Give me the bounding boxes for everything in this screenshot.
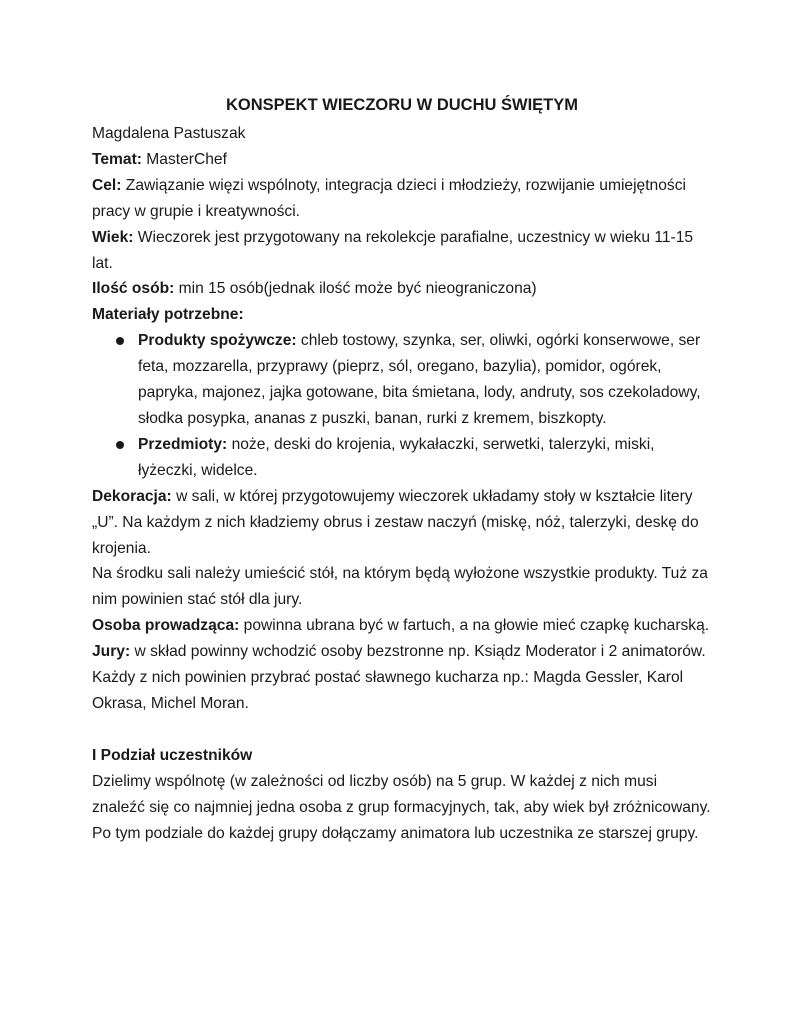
dekoracja-text: w sali, w której przygotowujemy wieczorek układamy stoły w kształcie litery „U”. Na każdym z nich kładziemy obrus i zestaw naczyń (miskę, nóż, talerzyki, deskę do krojenia.: [92, 487, 699, 557]
section-paragraph: Dzielimy wspólnotę (w zależności od liczby osób) na 5 grup. W każdej z nich musi znaleźć się co najmniej jedna osoba z grup formacyjnych, tak, aby wiek był zróżnicowany. Po tym podziale do każdej grupy dołączamy animatora lub uczestnika ze starszej grupy.: [92, 772, 711, 842]
dekoracja-paragraph-2: Na środku sali należy umieścić stół, na którym będą wyłożone wszystkie produkty. Tuż za nim powinien stać stół dla jury.: [92, 565, 708, 609]
materialy-heading-text: Materiały potrzebne:: [92, 306, 244, 324]
temat-label: Temat:: [92, 150, 142, 168]
list-item-label: Produkty spożywcze:: [138, 332, 297, 350]
bullet-icon: [116, 337, 124, 345]
dekoracja-label: Dekoracja:: [92, 487, 172, 505]
jury-label: Jury:: [92, 643, 131, 661]
spacer: [92, 717, 712, 743]
cel-text: Zawiązanie więzi wspólnoty, integracja dzieci i młodzieży, rozwijanie umiejętności pracy w grupie i kreatywności.: [92, 176, 686, 220]
wiek-text: Wieczorek jest przygotowany na rekolekcje parafialne, uczestnicy w wieku 11-15 lat.: [92, 228, 694, 272]
section-heading: [92, 743, 712, 769]
list-item: [92, 432, 712, 484]
prowadzaca-label: Osoba prowadząca:: [92, 617, 240, 635]
section-heading-text: I Podział uczestników: [92, 746, 253, 764]
document-page: [92, 92, 712, 846]
author-line: Magdalena Pastuszak: [92, 125, 246, 142]
document-title: KONSPEKT WIECZORU W DUCHU ŚWIĘTYM: [226, 96, 578, 114]
materialy-heading: [92, 302, 712, 328]
wiek-label: Wiek:: [92, 228, 134, 246]
ilosc-label: Ilość osób:: [92, 280, 175, 298]
cel-paragraph: [92, 173, 712, 225]
wiek-paragraph: [92, 225, 712, 277]
prowadzaca-paragraph: [92, 613, 712, 639]
bullet-icon: [116, 441, 124, 449]
list-item-text: noże, deski do krojenia, wykałaczki, serwetki, talerzyki, miski, łyżeczki, widelce.: [138, 435, 655, 479]
jury-text: w skład powinny wchodzić osoby bezstronne np. Ksiądz Moderator i 2 animatorów. Każdy z nich powinien przybrać postać sławnego kucharza np.: Magda Gessler, Karol Okrasa, Michel Moran.: [92, 643, 706, 712]
temat-text: MasterChef: [141, 150, 227, 168]
dekoracja-paragraph: [92, 484, 712, 562]
list-item-label: Przedmioty:: [138, 435, 228, 453]
list-item: [92, 328, 712, 432]
materialy-list: [92, 328, 712, 483]
cel-label: Cel:: [92, 176, 122, 194]
list-item-text: chleb tostowy, szynka, ser, oliwki, ogórki konserwowe, ser feta, mozzarella, przyprawy (pieprz, sól, oregano, bazylia), pomidor, ogórek, papryka, majonez, jajka gotowane, bita śmietana, lody, andruty, sos czekoladowy, słodka posypka, ananas z puszki, banan, rurki z kremem, biszkopty.: [138, 332, 701, 427]
jury-paragraph: [92, 639, 712, 717]
ilosc-text: min 15 osób(jednak ilość może być nieograniczona): [174, 280, 537, 298]
temat-line: [92, 147, 712, 173]
prowadzaca-text: powinna ubrana być w fartuch, a na głowie mieć czapkę kucharską.: [239, 617, 710, 635]
ilosc-line: [92, 276, 712, 302]
